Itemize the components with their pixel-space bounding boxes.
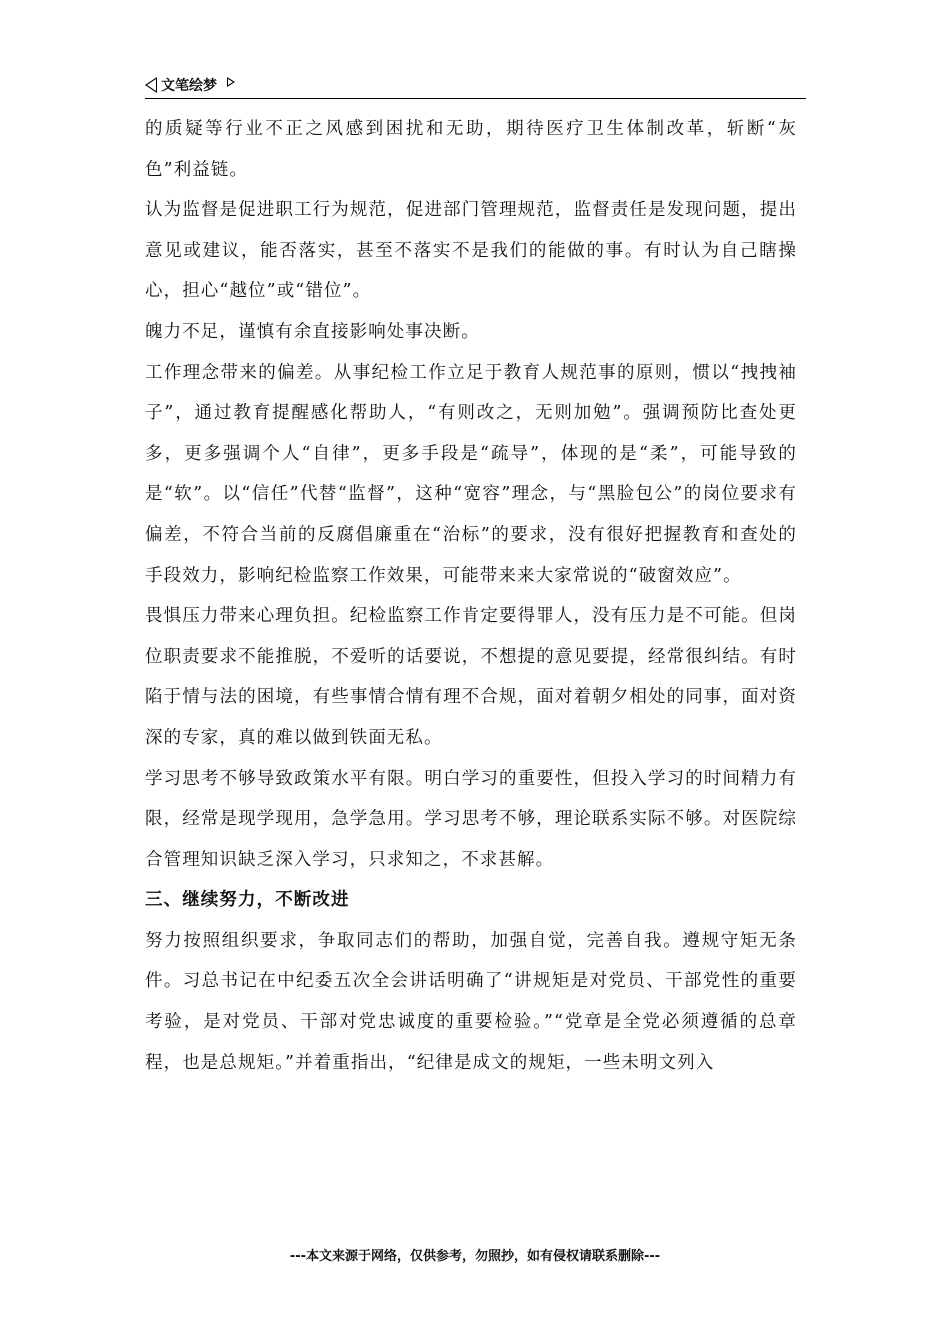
page-header — [145, 72, 806, 99]
paragraph: 畏惧压力带来心理负担。纪检监察工作肯定要得罪人，没有压力是不可能。但岗位职责要求不能推脱，不爱听的话要说，不想提的意见要提，经常很纠结。有时陷于情与法的困境，有些事情合情有理不合规，面对着朝夕相处的同事，面对资深的专家，真的难以做到铁面无私。 — [145, 606, 797, 748]
document-body — [145, 109, 797, 1083]
header-title: 文笔绘梦 — [161, 78, 217, 94]
paragraph: 工作理念带来的偏差。从事纪检工作立足于教育人规范事的原则，惯以“拽拽袖子”，通过教育提醒感化帮助人，“有则改之，无则加勉”。强调预防比查处更多，更多强调个人“自律”，更多手段是“疏导”，体现的是“柔”，可能导致的是“软”。以“信任”代替“监督”，这种“宽容”理念，与“黑脸包公”的岗位要求有偏差，不符合当前的反腐倡廉重在“治标”的要求，没有很好把握教育和查处的手段效力，影响纪检监察工作效果，可能带来来大家常说的“破窗效应”。 — [145, 362, 797, 586]
footer-disclaimer: ---本文来源于网络，仅供参考，勿照抄，如有侵权请联系删除--- — [289, 1249, 661, 1264]
paragraph: 努力按照组织要求，争取同志们的帮助，加强自觉，完善自我。遵规守矩无条件。习总书记在中纪委五次全会讲话明确了“讲规矩是对党员、干部党性的重要考验，是对党员、干部对党忠诚度的重要检验。”“党章是全党必须遵循的总章程，也是总规矩。”并着重指出，“纪律是成文的规矩，一些未明文列入 — [145, 930, 797, 1073]
paragraph: 认为监督是促进职工行为规范，促进部门管理规范，监督责任是发现问题，提出意见或建议，能否落实，甚至不落实不是我们的能做的事。有时认为自己瞎操心，担心“越位”或“错位”。 — [145, 200, 797, 302]
triangle-right-icon — [227, 77, 235, 87]
paragraph: 魄力不足，谨慎有余直接影响处事决断。 — [145, 321, 480, 342]
section-heading: 三、继续努力，不断改进 — [145, 890, 350, 911]
paragraph: 的质疑等行业不正之风感到困扰和无助，期待医疗卫生体制改革，斩断“灰色”利益链。 — [145, 119, 797, 180]
paragraph: 学习思考不够导致政策水平有限。明白学习的重要性，但投入学习的时间精力有限，经常是现学现用，急学急用。学习思考不够，理论联系实际不够。对医院综合管理知识缺乏深入学习，只求知之，不求甚解。 — [145, 768, 797, 870]
triangle-left-icon — [145, 77, 157, 93]
